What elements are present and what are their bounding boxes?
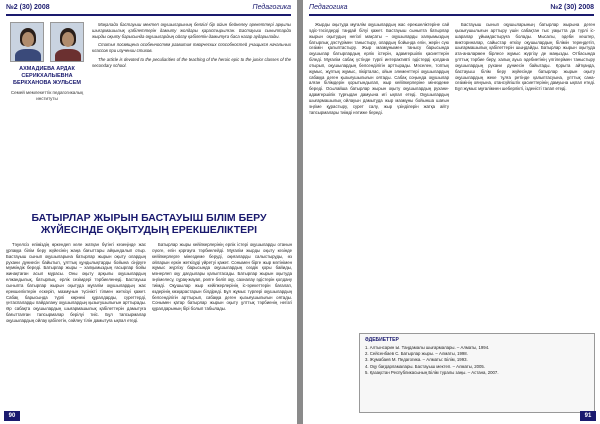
header-rule: [309, 14, 594, 16]
section-name: Педагогика: [309, 4, 348, 11]
author-name-line: АХМАДИЕВА АРДАК: [19, 66, 75, 72]
left-page-header: [6, 4, 291, 16]
issue-number: №2 (30) 2008: [6, 4, 50, 11]
reference-item: 4. Оқу бағдарламалары. Бастауыш мектеп. – Алматы, 2005.: [365, 363, 485, 369]
references-title: ӘДЕБИЕТТЕР: [365, 337, 399, 343]
body-text: Батырлар жыры кейіпкерлерінің ерлік істері оқушыларды отанын сүюге, елін қорғауға тәрбиелейді. Мұғалім жырды оқыту кезінде кейіпкерлерге мінездеме беруді, оқиғаларды салыстыруды, өз ойларын еркін жеткізуді үйретуі қажет. Сонымен бірге жыр мәтінімен жұмыс жүргізу барысында оқушылардың сөздік қоры байиды, мәнерлеп оқу дағдылары қалыптасады. Батырлар жырын оқытуда әңгімелесу, сұрақ-жауап, рөлге бөліп оқу, сахналау әдістерін қолдану тиімді. Оқушылар жыр кейіпкерлерінің іс-әрекеттерін бағалап, өздерінің көзқарастарын білдіреді. Бұл жұмыс түрлері оқушылардың белсенділігін арттырып, сабаққа деген қызығушылығын оятады. Сонымен қатар батырлар жырын оқыту ұлттық тәрбиенің негізгі құралдарының бірі болып табылады.: [152, 242, 292, 312]
body-text: Жырды оқытуда мұғалім оқушылардың жас ерекшеліктеріне сай әдіс-тәсілдерді таңдай білуі қажет. Бастауыш сыныпта батырлар жырын оқытудың негізгі мақсаты – оқушыларды халқымыздың батырлық дәстүрімен таныстыру, олардың бойында елін, жерін сүю сезімін қалыптастыру. Жыр мазмұнымен танысу барысында оқушылар батырлардың ерлік істерін, адамгершілік қасиеттерін біледі. Мұғалім сабақ үстінде түрлі интерактивті әдістерді қолдана отырып, оқушылардың белсенділігін арттырады. Мәселен, топтық жұмыс, жұптық жұмыс, пікірталас, ойын элементтері оқушылардың сабаққа деген қызығушылығын оятады. Сабақ соңында оқушылар алған білімдерін қорытындылап, жыр кейіпкерлеріне мінездеме береді. Осылайша батырлар жырын оқыту оқушылардың рухани-адамгершілік тұрғыдан дамуына игі ықпал етеді. Оқушылардың шығармашылық ойлауын дамытуда жыр мазмұны бойынша шағын әңгіме құрастыру, сурет салу, жыр үзінділерін жатқа айту тапсырмалары тиімді нәтиже береді.: [309, 22, 449, 115]
right-page-header: [309, 4, 594, 16]
author-name-line: БЕРКХАНОВА ЖУЛЬСЕМ: [13, 79, 81, 86]
reference-item: 2. Сейсенбаев С. Батырлар жыры. – Алматы, 1998.: [365, 351, 468, 357]
page-number: 91: [580, 411, 596, 421]
body-text: Бастауыш сынып оқушыларының батырлар жырына деген қызығушылығын арттыру үшін сабақтан тыс уақытта да түрлі іс-шаралар ұйымдастыруға болады. Мысалы, әдеби кештер, викториналар, сайыстар өткізу оқушылардың білімін тереңдетіп, шығармашылық қабілеттерін шыңдайды. Батырлар жырын оқытуда ата-аналармен бірлесе жұмыс жүргізу де маңызды. Отбасында ұлттық тәрбие беру, халық ауыз әдебиетінің үлгілерімен таныстыру оқушылардың рухани дүниесін байытады. Қорыта айтқанда, бастауыш білім беру жүйесінде батырлар жырын оқыту оқушылардың жеке тұлға ретінде қалыптасуына, ұлттық сана-сезімінің оянуына, отансүйгіштік қасиеттерінің дамуына ықпал етеді. Бұл жұмыс мұғалімнен шеберлікті, ізденісті талап етеді.: [455, 22, 595, 92]
reference-item: 5. Қазақстан Республикасының Білім туралы заңы. – Астана, 2007.: [365, 369, 499, 375]
abstract-ru: Статья посвящена особенностям развития творческих способностей учащихся начальных классов при изучении стихов.: [92, 42, 291, 54]
author-names: [4, 66, 90, 87]
issue-number: №2 (30) 2008: [550, 4, 594, 11]
left-column-2: [152, 242, 292, 408]
left-column-1: [6, 242, 146, 408]
author-name-line: СЕРИКХАЛЫЕВНА: [21, 72, 73, 79]
references-box: [359, 333, 595, 413]
abstract-en: The article is devoted to the peculiarities of the teaching of the heroic epic to the junior classes of the secondary school.: [92, 56, 291, 68]
right-column-1: [309, 22, 449, 328]
reference-item: 3. Жұмабаев М. Педагогика. – Алматы: Білім, 1993.: [365, 357, 468, 363]
right-page: [303, 0, 600, 424]
body-text: Тәуелсіз еліміздің өркендеп келе жатқан бүгінгі кезеңінде жас ұрпаққа білім беру жүйесінің жаңа бағыттары айқындалып отыр. Бастауыш сынып оқушыларына батырлар жырын оқыту олардың рухани дүниесін байытып, ұлттық құндылықтарды бойына сіңіруге мүмкіндік береді. Батырлар жыры – халқымыздың ғасырлар бойы жинақтаған асыл мұрасы. Оны оқыту арқылы оқушылардың елжандылық, батырлық, ерлік сезімдері тәрбиеленеді. Бастауыш сыныпта батырлар жырын оқытуда мұғалім оқушылардың жас ерекшеліктерін ескеріп, мазмұнын түсінікті тілмен жеткізуі қажет. Сабақ барысында түрлі көрнекі құралдарды, суреттерді, үнтаспаларды пайдалану оқушылардың қызығушылығын арттырады. Әр сабақта оқушылардың шығармашылық қабілеттерін дамытуға бағытталған тапсырмалар берілуі тиіс. Бұл тапсырмалар оқушылардың ойлау қабілетін, сөйлеу тілін дамытуға ықпал етеді.: [6, 242, 146, 323]
abstract-kz: Мақалада бастауыш мектеп оқушыларының белгілі бір ойын бейнелеу әрекеттері арқылы шығармашылық қабілеттерін дамыту жолдары қарастырылған. Бастауыш сыныптарда жырды оқыту барысында оқушылардың ойлау қабілетін дамытуға баса назар аударылады.: [92, 22, 291, 39]
header-rule: [6, 14, 291, 16]
page-number: 90: [4, 411, 20, 421]
section-name: Педагогика: [252, 4, 291, 11]
author-affiliation: Семей мемлекеттік педагогикалық институты: [10, 90, 84, 101]
right-column-2: [455, 22, 595, 328]
left-page: [0, 0, 297, 424]
abstract: [92, 22, 291, 72]
author-photo-1: [10, 22, 44, 62]
article-title: БАТЫРЛАР ЖЫРЫН БАСТАУЫШ БІЛІМ БЕРУ ЖҮЙЕСІНДЕ ОҚЫТУДЫҢ ЕРЕКШЕЛІКТЕРІ: [31, 212, 267, 236]
author-photo-2: [50, 22, 84, 62]
reference-item: 1. Алтынсарин Ы. Таңдамалы шығармалары. – Алматы, 1994.: [365, 345, 490, 350]
